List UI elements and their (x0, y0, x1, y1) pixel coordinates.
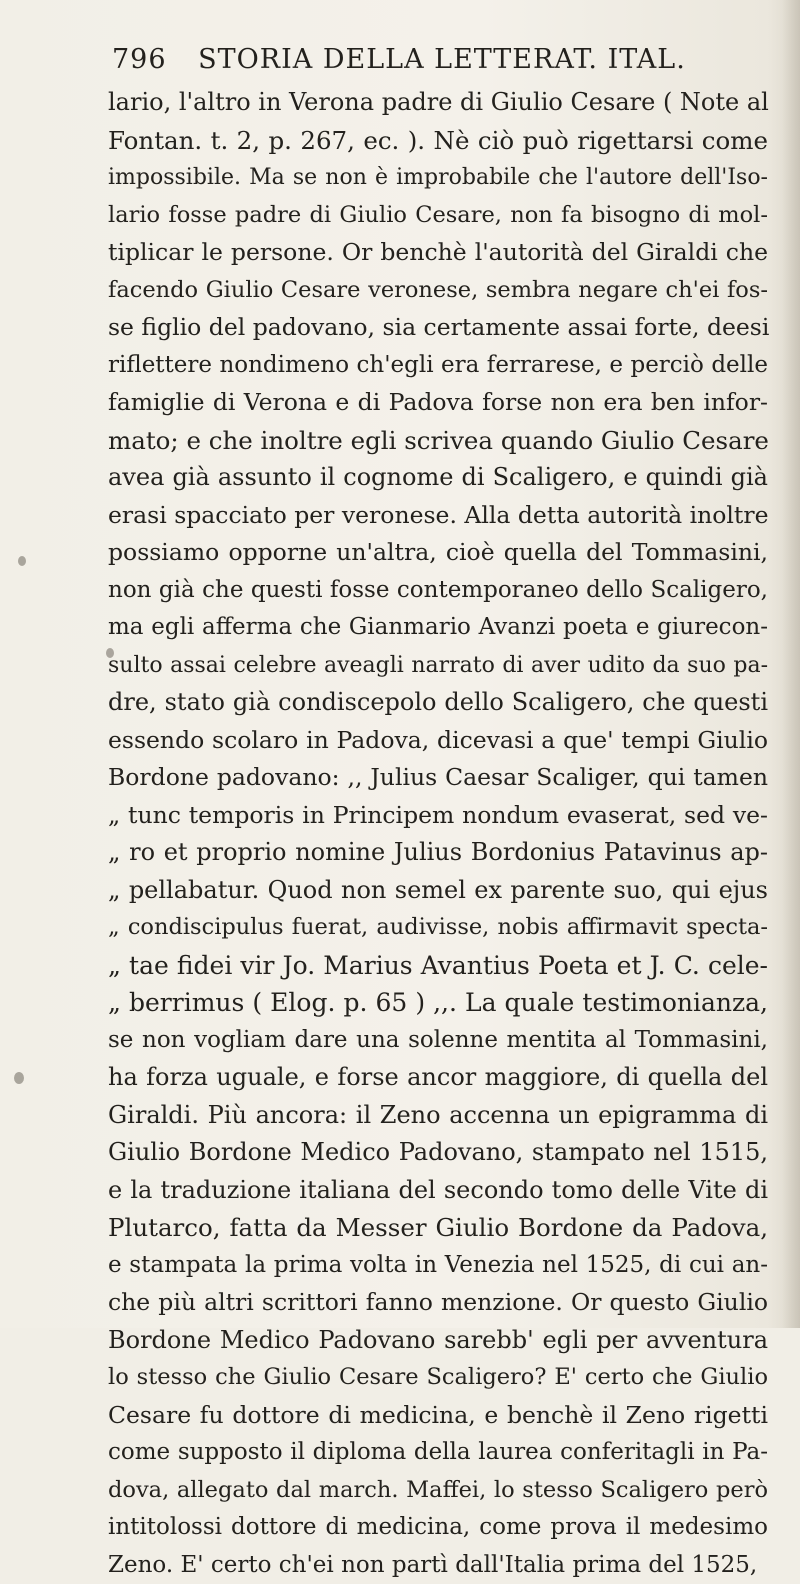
text-line: essendo scolaro in Padova, dicevasi a que' tempi Giulio (108, 722, 768, 760)
text-line: Plutarco, fatta da Messer Giulio Bordone da Padova, (108, 1209, 768, 1247)
page-edge-shadow (782, 0, 800, 1328)
text-line: e la traduzione italiana del secondo tomo delle Vite di (108, 1172, 768, 1210)
text-line: che più altri scrittori fanno menzione. Or questo Giulio (108, 1284, 768, 1322)
text-line: tiplicar le persone. Or benchè l'autorità del Giraldi che (108, 234, 768, 272)
text-line: mato; e che inoltre egli scrivea quando Giulio Cesare (108, 422, 768, 460)
text-line: come supposto il diploma della laurea conferitagli in Pa- (108, 1434, 768, 1472)
text-line: riflettere nondimeno ch'egli era ferrarese, e perciò delle (108, 347, 768, 385)
text-line: Cesare fu dottore di medicina, e benchè il Zeno rigetti (108, 1397, 768, 1435)
text-line: Zeno. E' certo ch'ei non partì dall'Italia prima del 1525, (108, 1547, 768, 1584)
text-line: lo stesso che Giulio Cesare Scaligero? E' certo che Giulio (108, 1359, 768, 1397)
text-line: possiamo opporne un'altra, cioè quella del Tommasini, (108, 534, 768, 572)
running-header (112, 44, 686, 75)
body-text (108, 84, 768, 1584)
text-line: Giulio Bordone Medico Padovano, stampato nel 1515, (108, 1134, 768, 1172)
text-line: se figlio del padovano, sia certamente assai forte, deesi (108, 309, 768, 347)
running-title: STORIA DELLA LETTERAT. ITAL. (198, 44, 686, 75)
quoted-text-line: „ tae fidei vir Jo. Marius Avantius Poeta et J. C. cele- (108, 947, 768, 985)
text-line: erasi spacciato per veronese. Alla detta autorità inoltre (108, 497, 768, 535)
quoted-text-line: „ pellabatur. Quod non semel ex parente suo, qui ejus (108, 872, 768, 910)
text-line: non già che questi fosse contemporaneo dello Scaligero, (108, 572, 768, 610)
quoted-text-line: „ tunc temporis in Principem nondum evaserat, sed ve- (108, 797, 768, 835)
quoted-text-line: „ berrimus ( Elog. p. 65 ) ,,. La quale testimonianza, (108, 984, 768, 1022)
text-line: impossibile. Ma se non è improbabile che l'autore dell'Iso- (108, 159, 768, 197)
text-line: dova, allegato dal march. Maffei, lo stesso Scaligero però (108, 1472, 768, 1510)
margin-ink-spot (14, 1072, 24, 1084)
text-line: intitolossi dottore di medicina, come prova il medesimo (108, 1509, 768, 1547)
margin-ink-spot (18, 556, 26, 566)
text-line: Bordone Medico Padovano sarebb' egli per avventura (108, 1322, 768, 1360)
text-line: dre, stato già condiscepolo dello Scaligero, che questi (108, 684, 768, 722)
page-number: 796 (112, 44, 167, 75)
text-line: e stampata la prima volta in Venezia nel 1525, di cui an- (108, 1247, 768, 1285)
quoted-text-line: „ ro et proprio nomine Julius Bordonius Patavinus ap- (108, 834, 768, 872)
text-line: Giraldi. Più ancora: il Zeno accenna un epigramma di (108, 1097, 768, 1135)
text-line: ma egli afferma che Gianmario Avanzi poeta e giurecon- (108, 609, 768, 647)
text-line: ha forza uguale, e forse ancor maggiore, di quella del (108, 1059, 768, 1097)
text-line: famiglie di Verona e di Padova forse non era ben infor- (108, 384, 768, 422)
text-line: facendo Giulio Cesare veronese, sembra negare ch'ei fos- (108, 272, 768, 310)
text-line: Bordone padovano: ,, Julius Caesar Scaliger, qui tamen (108, 759, 768, 797)
text-line: lario, l'altro in Verona padre di Giulio Cesare ( Note al (108, 84, 768, 122)
text-line: avea già assunto il cognome di Scaligero, e quindi già (108, 459, 768, 497)
quoted-text-line: „ condiscipulus fuerat, audivisse, nobis affirmavit specta- (108, 909, 768, 947)
text-line: Fontan. t. 2, p. 267, ec. ). Nè ciò può rigettarsi come (108, 122, 768, 160)
text-line: sulto assai celebre aveagli narrato di aver udito da suo pa- (108, 647, 768, 685)
text-line: lario fosse padre di Giulio Cesare, non fa bisogno di mol- (108, 197, 768, 235)
text-line: se non vogliam dare una solenne mentita al Tommasini, (108, 1022, 768, 1060)
